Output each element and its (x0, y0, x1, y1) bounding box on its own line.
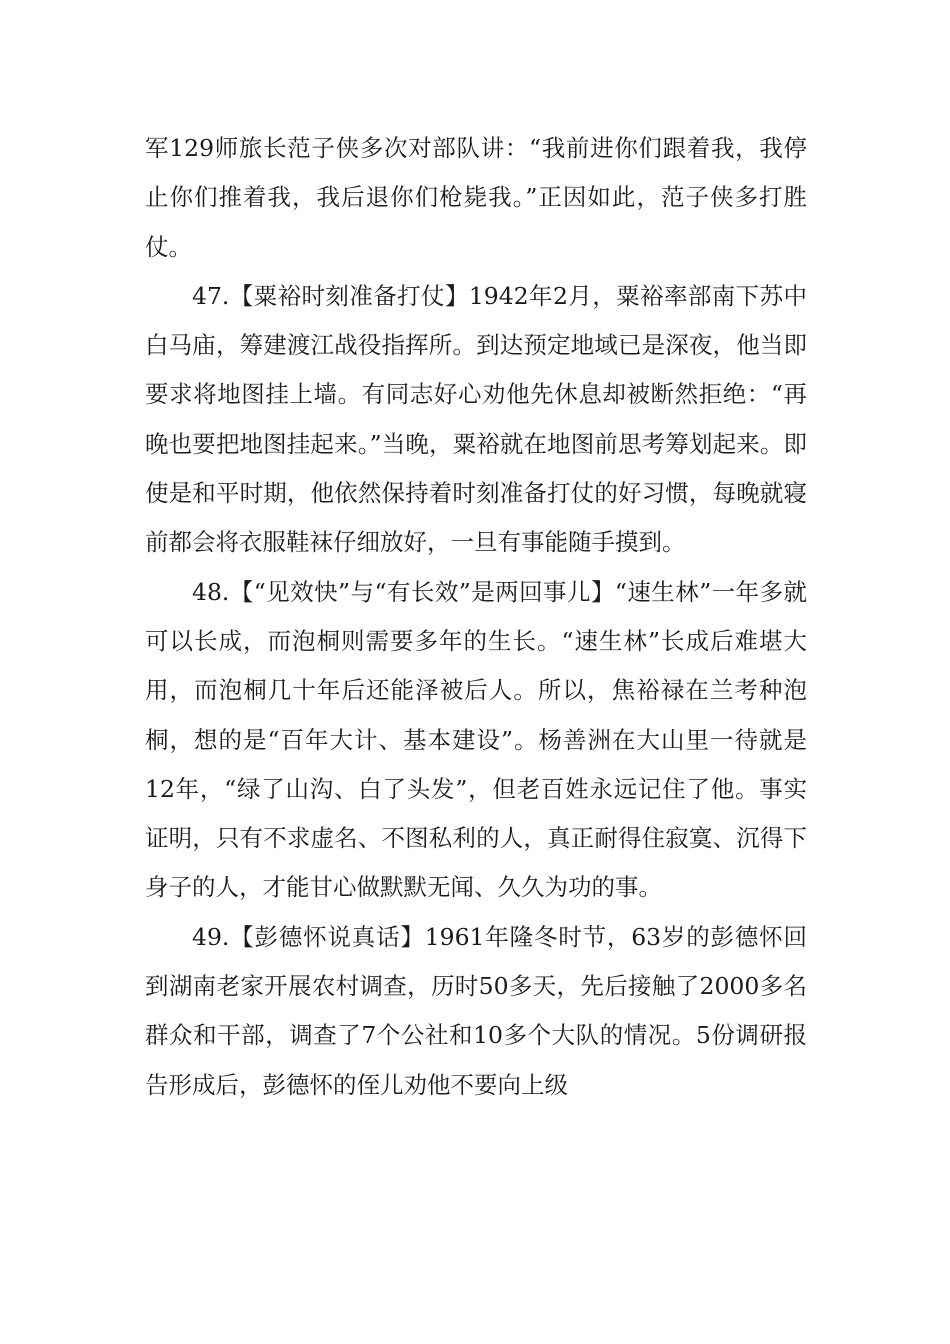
paragraph-fan-zixia-continued: 军129师旅长范子侠多次对部队讲：“我前进你们跟着我，我停止你们推着我，我后退你们枪毙我。”正因如此，范子侠多打胜仗。 (145, 134, 807, 261)
document-body (145, 124, 807, 1110)
paragraph-48-long-term-effect: 48.【“见效快”与“有长效”是两回事儿】“速生林”一年多就可以长成，而泡桐则需要多年的生长。“速生林”长成后难堪大用，而泡桐几十年后还能泽被后人。所以，焦裕禄在兰考种泡桐，想的是“百年大计、基本建设”。杨善洲在大山里一待就是12年，“绿了山沟、白了头发”，但老百姓永远记住了他。事实证明，只有不求虚名、不图私利的人，真正耐得住寂寞、沉得下身子的人，才能甘心做默默无闻、久久为功的事。 (145, 577, 807, 902)
paragraph-49-peng-dehuai: 49.【彭德怀说真话】1961年隆冬时节，63岁的彭德怀回到湖南老家开展农村调查，历时50多天，先后接触了2000多名群众和干部，调查了7个公社和10多个大队的情况。5份调研报告形成后，彭德怀的侄儿劝他不要向上级 (145, 922, 807, 1099)
paragraph-47-su-yu: 47.【粟裕时刻准备打仗】1942年2月，粟裕率部南下苏中白马庙，筹建渡江战役指挥所。到达预定地域已是深夜，他当即要求将地图挂上墙。有同志好心劝他先休息却被断然拒绝：“再晚也要把地图挂起来。”当晚，粟裕就在地图前思考筹划起来。即使是和平时期，他依然保持着时刻准备打仗的好习惯，每晚就寝前都会将衣服鞋袜仔细放好，一旦有事能随手摸到。 (145, 281, 807, 557)
